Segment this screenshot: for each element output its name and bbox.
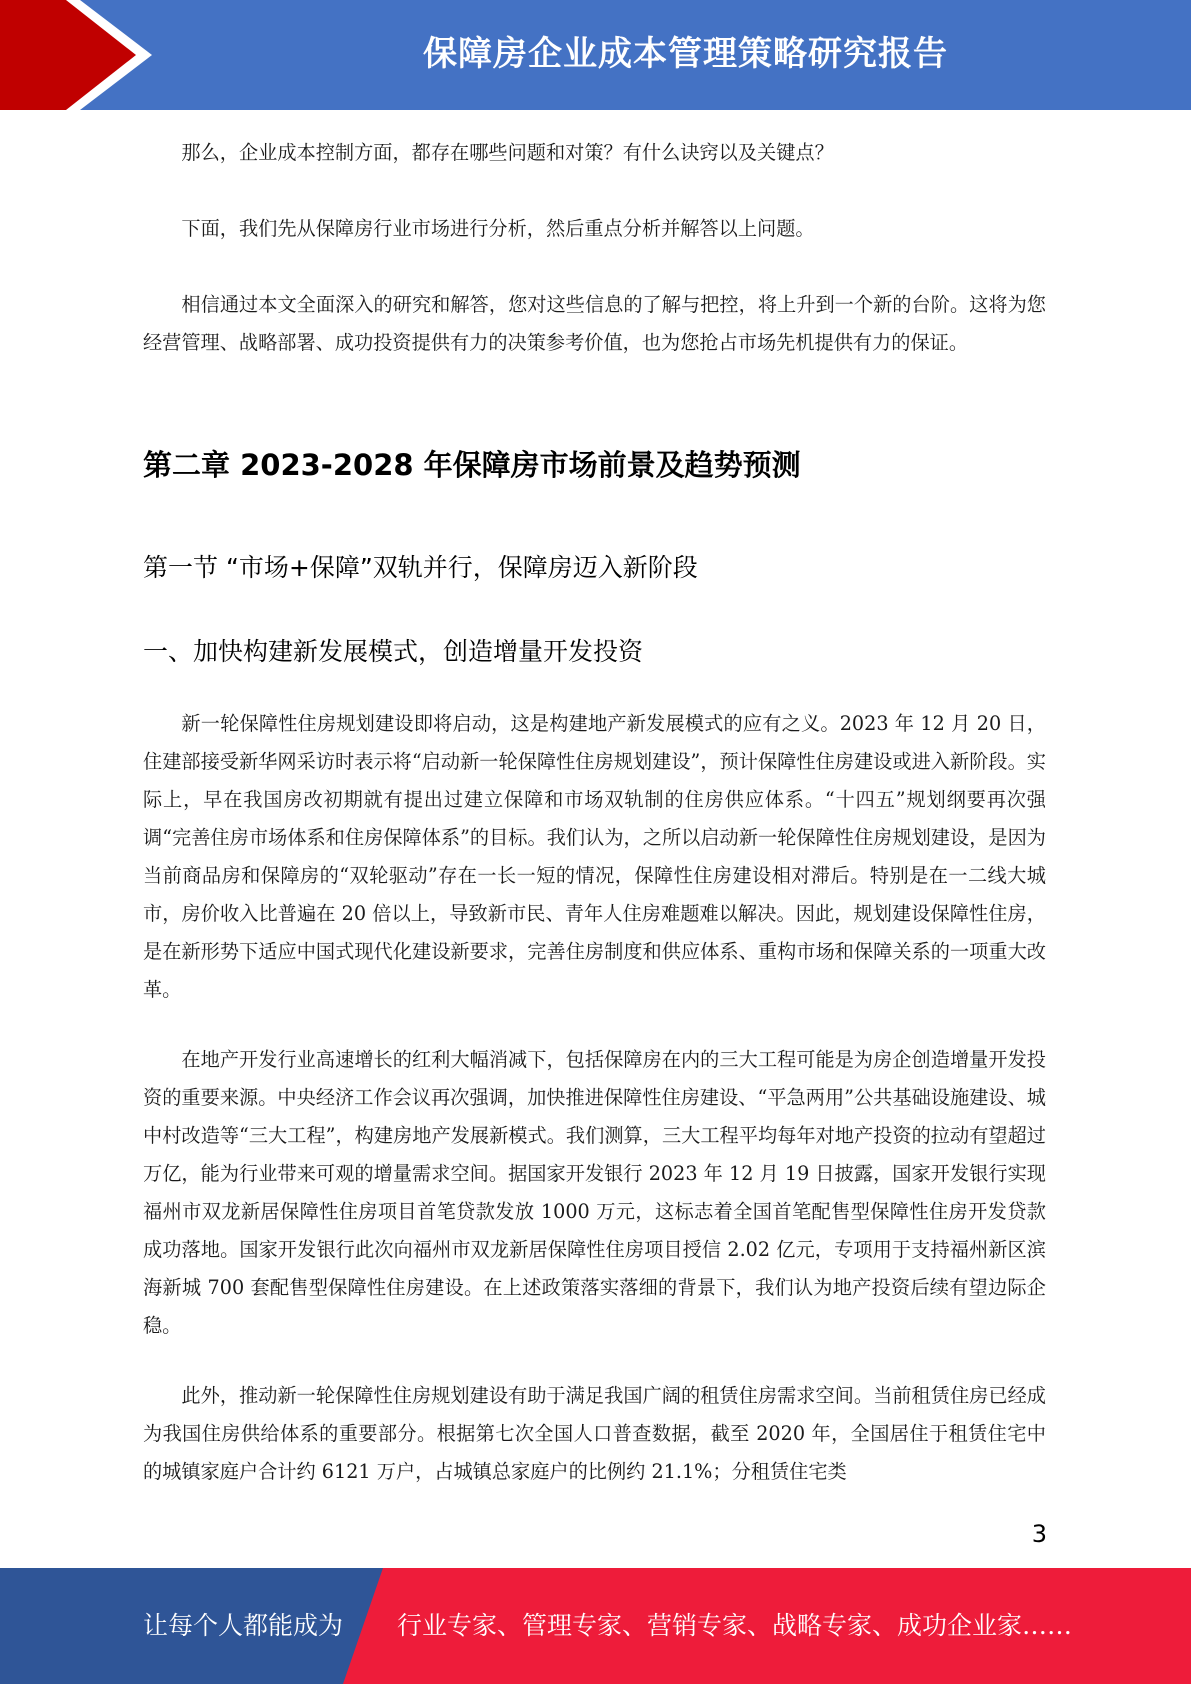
footer-slogan: 让每个人都能成为 [143, 1611, 344, 1640]
chapter-heading: 第二章 2023-2028 年保障房市场前景及趋势预测 [143, 448, 801, 482]
intro-paragraph: 那么，企业成本控制方面，都存在哪些问题和对策？有什么诀窍以及关键点？ [181, 141, 834, 164]
footer-tagline: 行业专家、管理专家、营销专家、战略专家、成功企业家…… [397, 1611, 1073, 1640]
header-arrow-icon [0, 0, 160, 110]
intro-paragraph: 下面，我们先从保障房行业市场进行分析，然后重点分析并解答以上问题。 [181, 217, 815, 240]
subsection-heading: 一、加快构建新发展模式，创造增量开发投资 [143, 637, 644, 666]
report-title: 保障房企业成本管理策略研究报告 [423, 34, 948, 74]
page-header [0, 0, 1191, 110]
page-number: 3 [1031, 1520, 1047, 1548]
body-paragraph: 新一轮保障性住房规划建设即将启动，这是构建地产新发展模式的应有之义。2023 年 12 月 20 日，住建部接受新华网采访时表示将“启动新一轮保障性住房规划建设”，预计保障性住房建设或进入新阶段。实际上，早在我国房改初期就有提出过建立保障和市场双轨制的住房供应体系。“十四五”规划纲要再次强调“完善住房市场体系和住房保障体系”的目标。我们认为，之所以启动新一轮保障性住房规划建设，是因为当前商品房和保障房的“双轮驱动”存在一长一短的情况，保障性住房建设相对滞后。特别是在一二线大城市，房价收入比普遍在 20 倍以上，导致新市民、青年人住房难题难以解决。因此，规划建设保障性住房，是在新形势下适应中国式现代化建设新要求，完善住房制度和供应体系、重构市场和保障关系的一项重大改革。 [143, 712, 1046, 1001]
intro-paragraph: 相信通过本文全面深入的研究和解答，您对这些信息的了解与把控，将上升到一个新的台阶。这将为您经营管理、战略部署、成功投资提供有力的决策参考价值，也为您抢占市场先机提供有力的保证。 [143, 293, 1046, 354]
section-heading: 第一节 “市场+保障”双轨并行，保障房迈入新阶段 [143, 553, 698, 582]
body-paragraph: 此外，推动新一轮保障性住房规划建设有助于满足我国广阔的租赁住房需求空间。当前租赁住房已经成为我国住房供给体系的重要部分。根据第七次全国人口普查数据，截至 2020 年，全国居住于租赁住宅中的城镇家庭户合计约 6121 万户，占城镇总家庭户的比例约 21.1%；分租赁住宅类 [143, 1384, 1046, 1483]
page-footer [0, 1568, 1191, 1684]
body-paragraph: 在地产开发行业高速增长的红利大幅消减下，包括保障房在内的三大工程可能是为房企创造增量开发投资的重要来源。中央经济工作会议再次强调，加快推进保障性住房建设、“平急两用”公共基础设施建设、城中村改造等“三大工程”，构建房地产发展新模式。我们测算，三大工程平均每年对地产投资的拉动有望超过万亿，能为行业带来可观的增量需求空间。据国家开发银行 2023 年 12 月 19 日披露，国家开发银行实现福州市双龙新居保障性住房项目首笔贷款发放 1000 万元，这标志着全国首笔配售型保障性住房开发贷款成功落地。国家开发银行此次向福州市双龙新居保障性住房项目授信 2.02 亿元，专项用于支持福州新区滨海新城 700 套配售型保障性住房建设。在上述政策落实落细的背景下，我们认为地产投资后续有望边际企稳。 [143, 1048, 1046, 1337]
